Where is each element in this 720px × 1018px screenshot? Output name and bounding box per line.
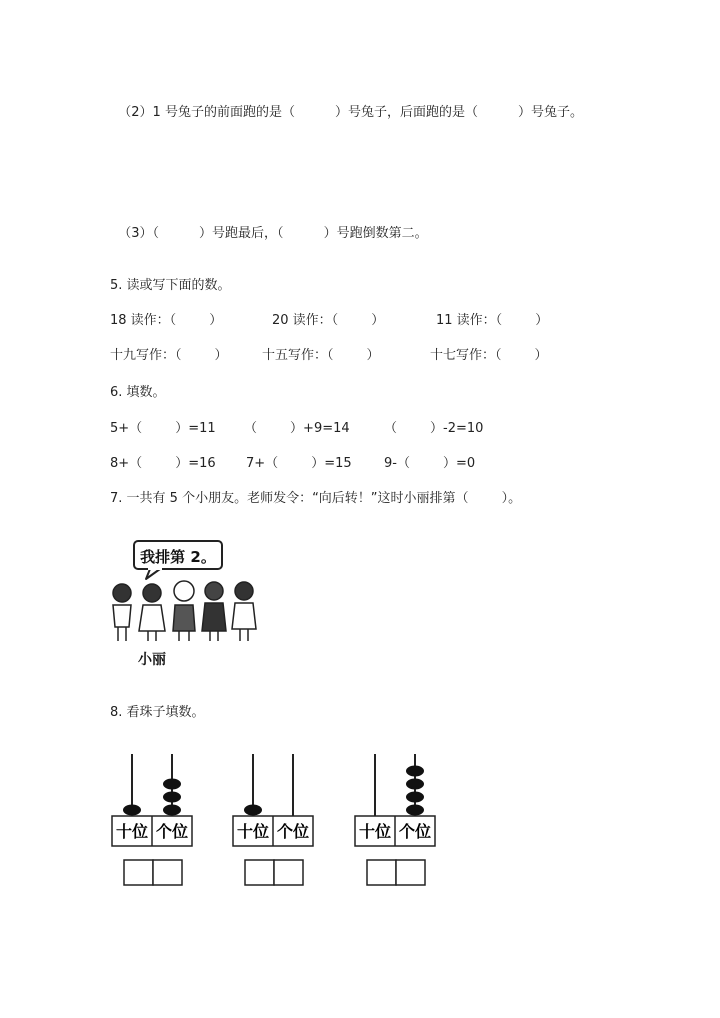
q5-write-17: 十七写作：（ ） <box>430 348 548 363</box>
q6-eq-5: 7+（ ）=15 <box>246 456 352 471</box>
ones-label: 个位 <box>155 822 189 841</box>
tens-label: 十位 <box>236 822 270 841</box>
child-1 <box>113 584 131 641</box>
q4-part3-text-a: （3）（ <box>118 226 160 241</box>
q4-part2-text-a: （2）1 号兔子的前面跑的是（ <box>118 105 295 120</box>
q6-eq-3: （ ）-2=10 <box>384 421 484 436</box>
q6-eq-2: （ ）+9=14 <box>244 421 350 436</box>
q5-write-19: 十九写作：（ ） <box>110 348 228 363</box>
xiaoli-caption: 小丽 <box>138 652 166 668</box>
ones-bead <box>163 779 181 790</box>
child-4 <box>202 582 226 641</box>
child-3 <box>173 581 195 641</box>
ones-bead <box>163 792 181 803</box>
children-illustration <box>102 535 272 675</box>
q4-part3 <box>110 210 428 242</box>
ones-bead <box>406 805 424 816</box>
q5-read-18: 18 读作：（ ） <box>110 313 223 328</box>
answer-box-ones[interactable] <box>153 860 182 885</box>
q7-title: 7. 一共有 5 个小朋友。老师发令：“向后转！”这时小丽排第（ ）。 <box>110 491 522 506</box>
tens-bead <box>123 805 141 816</box>
q6-eq-4: 8+（ ）=16 <box>110 456 216 471</box>
abacus-2 <box>229 748 319 888</box>
ones-bead <box>406 779 424 790</box>
q4-part2 <box>110 89 583 121</box>
ones-bead <box>406 766 424 777</box>
speech-bubble-text: 我排第 2。 <box>140 548 216 566</box>
ones-bead <box>406 792 424 803</box>
child-5 <box>232 582 256 641</box>
ones-bead <box>163 805 181 816</box>
answer-box-tens[interactable] <box>367 860 396 885</box>
q6-eq-6: 9-（ ）=0 <box>384 456 476 471</box>
q6-title: 6. 填数。 <box>110 385 166 400</box>
tens-label: 十位 <box>115 822 149 841</box>
answer-box-tens[interactable] <box>124 860 153 885</box>
q5-write-15: 十五写作：（ ） <box>262 348 380 363</box>
answer-box-ones[interactable] <box>396 860 425 885</box>
q8-title: 8. 看珠子填数。 <box>110 705 205 720</box>
q5-read-20: 20 读作：（ ） <box>272 313 385 328</box>
abacus-1 <box>108 748 198 888</box>
abacus-3 <box>351 748 441 888</box>
tens-label: 十位 <box>358 822 392 841</box>
answer-box-ones[interactable] <box>274 860 303 885</box>
q5-title: 5. 读或写下面的数。 <box>110 278 231 293</box>
q4-part3-text-c: ）号跑倒数第二。 <box>323 226 428 241</box>
q4-part2-text-b: ）号兔子，后面跑的是（ <box>334 105 478 120</box>
ones-label: 个位 <box>276 822 310 841</box>
tens-bead <box>244 805 262 816</box>
answer-box-tens[interactable] <box>245 860 274 885</box>
q4-part2-text-c: ）号兔子。 <box>517 105 583 120</box>
ones-label: 个位 <box>398 822 432 841</box>
q6-eq-1: 5+（ ）=11 <box>110 421 216 436</box>
q5-read-11: 11 读作：（ ） <box>436 313 549 328</box>
q4-part3-text-b: ）号跑最后，（ <box>199 226 284 241</box>
child-2-xiaoli <box>139 584 165 641</box>
